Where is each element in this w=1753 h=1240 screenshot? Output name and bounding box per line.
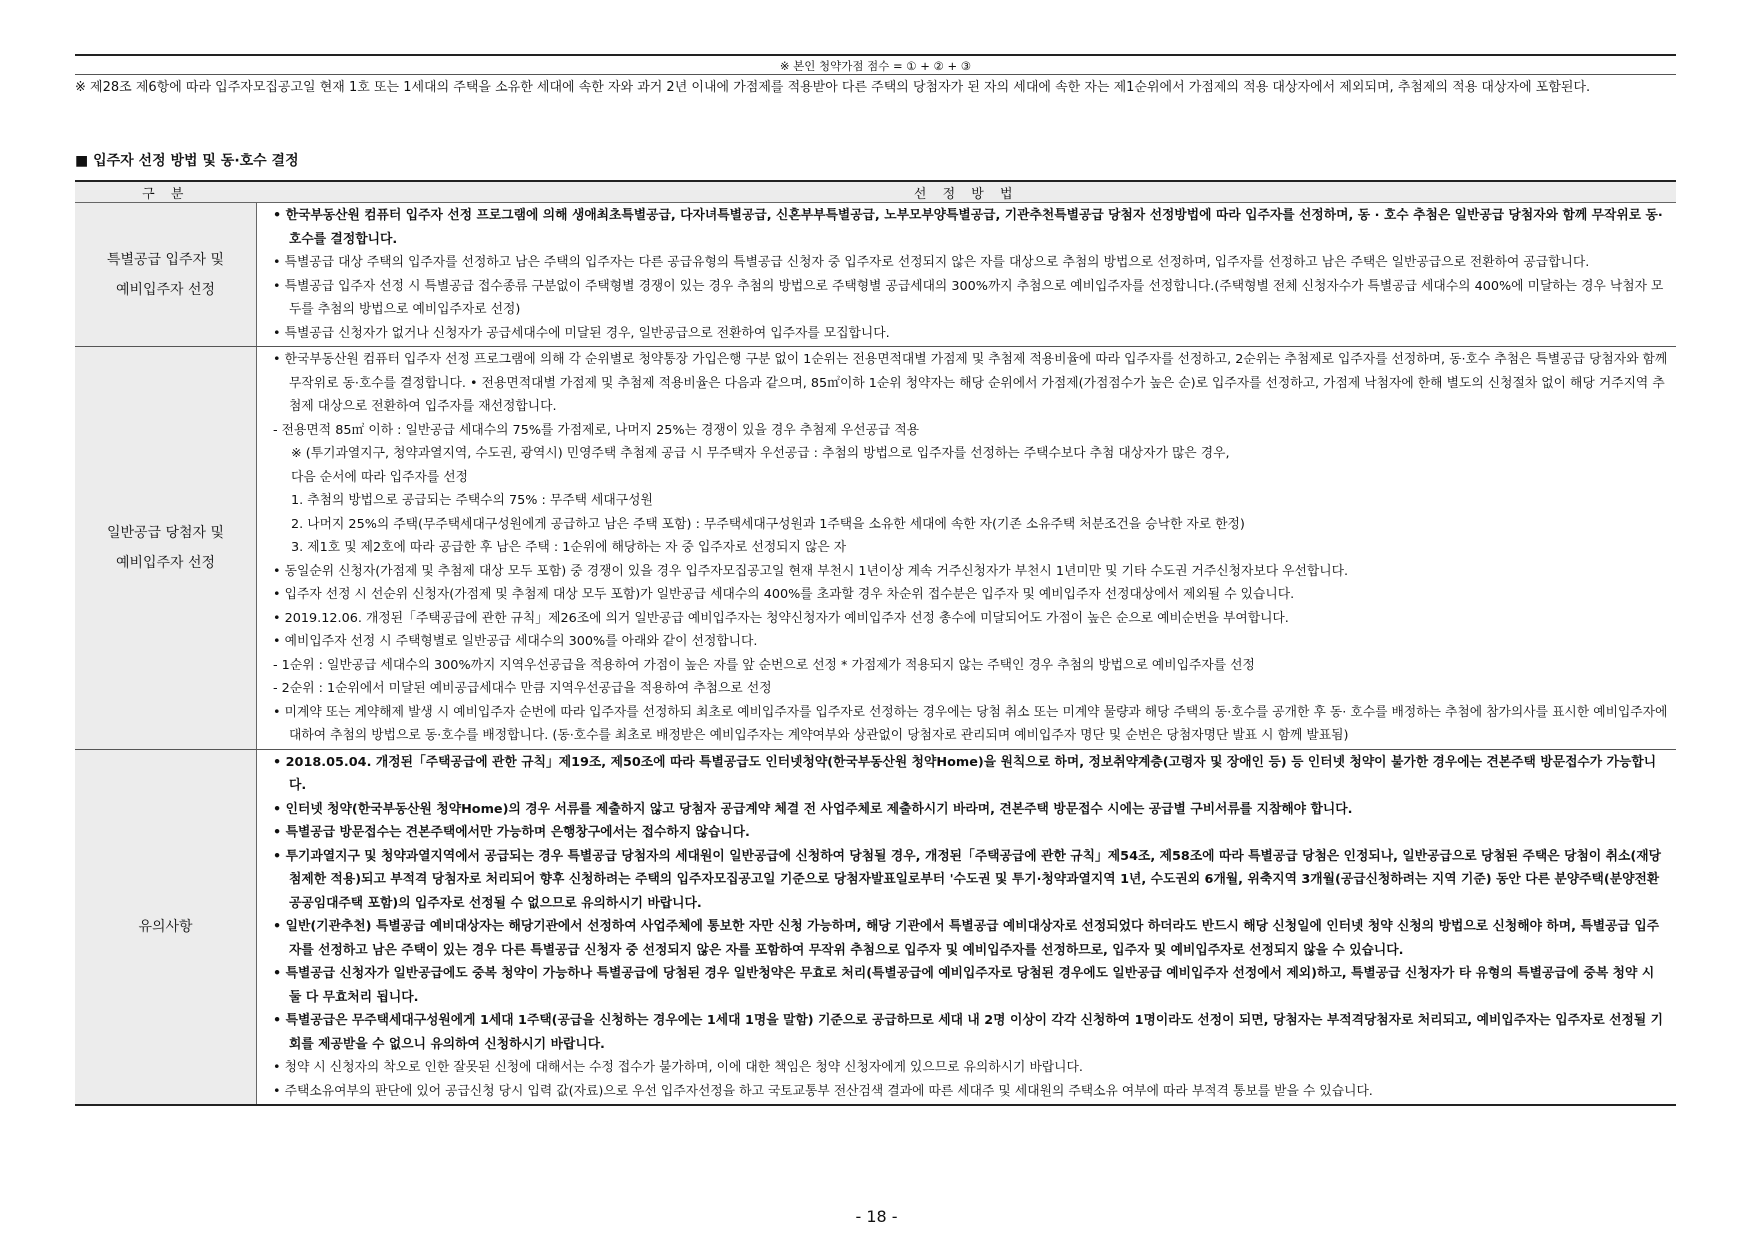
method-item: • 미계약 또는 계약해제 발생 시 예비입주자 순번에 따라 입주자를 선정하되 최초로 예비입주자를 입주자로 선정하는 경우에는 당첨 취소 또는 미계약 물량과 해당 주택의 동·호수를 공개한 후 동· 호수를 배정하는 추첨에 참가의사를 표시한 예비입주자에 대하여 추첨의 방법으로 동·호수를 배정합니다. (동·호수를 최초로 배정받은 예비입주자는 계약여부와 상관없이 당첨자로 관리되며 예비입주자 명단 및 순번은 당첨자명단 발표 시 함께 발표됨) <box>273 704 1668 743</box>
method-item: • 특별공급 신청자가 없거나 신청자가 공급세대수에 미달된 경우, 일반공급으로 전환하여 입주자를 모집합니다. <box>273 325 890 341</box>
page-number: - 18 - <box>855 1207 898 1226</box>
method-item: 다음 순서에 따라 입주자를 선정 <box>291 469 468 485</box>
article-28-note: ※ 제28조 제6항에 따라 입주자모집공고일 현재 1호 또는 1세대의 주택을 소유한 세대에 속한 자와 과거 2년 이내에 가점제를 적용받아 다른 주택의 당첨자가 된 자의 세대에 속한 자는 제1순위에서 가점제의 적용 대상자에서 제외되며, 추첨제의 적용 대상자에 포함된다. <box>75 80 1591 95</box>
table-header-row <box>75 181 1676 203</box>
method-item: • 특별공급 입주자 선정 시 특별공급 접수종류 구분없이 주택형별 경쟁이 있는 경우 추첨의 방법으로 주택형별 공급세대의 300%까지 추첨으로 예비입주자를 선정합니다.(주택형별 전체 신청자수가 특별공급 세대수의 400%에 미달하는 경우 낙첨자 모두를 추첨의 방법으로 예비입주자로 선정) <box>273 278 1664 317</box>
category-label: 유의사항 <box>138 918 193 935</box>
formula-rule <box>75 74 1676 75</box>
method-cell <box>257 347 1677 750</box>
category-label: 예비입주자 선정 <box>115 554 216 571</box>
method-item: - 전용면적 85㎡ 이하 : 일반공급 세대수의 75%를 가점제로, 나머지 25%는 경쟁이 있을 경우 추첨제 우선공급 적용 <box>273 422 920 438</box>
category-label: 일반공급 당첨자 및 <box>106 524 225 541</box>
method-item: • 특별공급은 무주택세대구성원에게 1세대 1주택(공급을 신청하는 경우에는 1세대 1명을 말함) 기준으로 공급하므로 세대 내 2명 이상이 각각 신청하여 1명이라도 선정이 되면, 당첨자는 부적격당첨자로 처리되고, 예비입주자는 입주자로 선정될 기회를 제공받을 수 없으니 유의하여 신청하시기 바랍니다. <box>273 1013 1664 1052</box>
table-row <box>75 347 1676 750</box>
method-cell <box>257 203 1677 347</box>
category-cell <box>75 347 257 750</box>
method-item: • 일반(기관추천) 특별공급 예비대상자는 해당기관에서 선정하여 사업주체에 통보한 자만 신청 가능하며, 해당 기관에서 특별공급 예비대상자로 선정되었다 하더라도 반드시 해당 신청일에 인터넷 청약 신청의 방법으로 신청해야 하며, 특별공급 입주자를 선정하고 남은 주택이 있는 경우 다른 특별공급 신청자 중 선정되지 않은 자를 포함하여 무작위 추첨으로 입주자 및 예비입주자를 선정하므로, 입주자 및 예비입주자로 선정되지 않을 수 있습니다. <box>273 919 1660 958</box>
method-item: - 1순위 : 일반공급 세대수의 300%까지 지역우선공급을 적용하여 가점이 높은 자를 앞 순번으로 선정 * 가점제가 적용되지 않는 주택인 경우 추첨의 방법으로 예비입주자를 선정 <box>273 657 1255 673</box>
column-header-category: 구 분 <box>75 181 257 203</box>
top-rule <box>75 54 1676 56</box>
method-item: ※ (투기과열지구, 청약과열지역, 수도권, 광역시) 민영주택 추첨제 공급 시 무주택자 우선공급 : 추첨의 방법으로 입주자를 선정하는 주택수보다 추첨 대상자가 많은 경우, <box>291 446 1230 461</box>
method-item: • 청약 시 신청자의 착오로 인한 잘못된 신청에 대해서는 수정 접수가 불가하며, 이에 대한 책임은 청약 신청자에게 있으므로 유의하시기 바랍니다. <box>273 1060 1083 1075</box>
method-item: • 한국부동산원 컴퓨터 입주자 선정 프로그램에 의해 생애최초특별공급, 다자녀특별공급, 신혼부부특별공급, 노부모부양특별공급, 기관추천특별공급 당첨자 선정방법에 따라 입주자를 선정하며, 동 · 호수 추첨은 일반공급 당첨자와 함께 무작위로 동·호수를 결정합니다. <box>273 208 1663 247</box>
method-item: • 인터넷 청약(한국부동산원 청약Home)의 경우 서류를 제출하지 않고 당첨자 공급계약 체결 전 사업주체로 제출하시기 바라며, 견본주택 방문접수 시에는 공급별 구비서류를 지참해야 합니다. <box>273 801 1353 817</box>
method-item: • 2019.12.06. 개정된「주택공급에 관한 규칙」제26조에 의거 일반공급 예비입주자는 청약신청자가 예비입주자 선정 총수에 미달되어도 가점이 높은 순으로 예비순번을 부여합니다. <box>273 610 1289 626</box>
method-item: • 특별공급 방문접수는 견본주택에서만 가능하며 은행창구에서는 접수하지 않습니다. <box>273 825 750 840</box>
category-label: 예비입주자 선정 <box>115 281 216 298</box>
method-item: • 특별공급 대상 주택의 입주자를 선정하고 남은 주택의 입주자는 다른 공급유형의 특별공급 신청자 중 입주자로 선정되지 않은 자를 대상으로 추첨의 방법으로 선정하며, 입주자를 선정하고 남은 주택은 일반공급으로 전환하여 공급합니다. <box>273 255 1590 270</box>
method-item: • 예비입주자 선정 시 주택형별로 일반공급 세대수의 300%를 아래와 같이 선정합니다. <box>273 634 758 649</box>
category-label: 특별공급 입주자 및 <box>106 251 225 268</box>
score-formula: ※ 본인 청약가점 점수 = ① + ② + ③ <box>779 59 972 73</box>
method-cell <box>257 749 1677 1105</box>
category-cell <box>75 203 257 347</box>
table-row <box>75 203 1676 347</box>
method-item: • 주택소유여부의 판단에 있어 공급신청 당시 입력 값(자료)으로 우선 입주자선정을 하고 국토교통부 전산검색 결과에 따른 세대주 및 세대원의 주택소유 여부에 따라 부적격 통보를 받을 수 있습니다. <box>273 1083 1373 1099</box>
method-item: 3. 제1호 및 제2호에 따라 공급한 후 남은 주택 : 1순위에 해당하는 자 중 입주자로 선정되지 않은 자 <box>291 540 847 555</box>
column-header-method: 선 정 방 법 <box>257 181 1677 203</box>
method-item: 2. 나머지 25%의 주택(무주택세대구성원에게 공급하고 남은 주택 포함) : 무주택세대구성원과 1주택을 소유한 세대에 속한 자(기존 소유주택 처분조건을 승낙한 자로 한정) <box>291 516 1245 532</box>
method-item: • 투기과열지구 및 청약과열지역에서 공급되는 경우 특별공급 당첨자의 세대원이 일반공급에 신청하여 당첨될 경우, 개정된「주택공급에 관한 규칙」제54조, 제58조에 따라 특별공급 당첨은 인정되나, 일반공급으로 당첨된 주택은 당첨이 취소(재당첨제한 적용)되고 부적격 당첨자로 처리되어 향후 신청하려는 주택의 입주자모집공고일 기준으로 당첨자발표일로부터 '수도권 및 투기·청약과열지역 1년, 수도권외 6개월, 위축지역 3개월(공급신청하려는 지역 기준) 동안 다른 분양주택(분양전환공공임대주택 포함)의 입주자로 선정될 수 없으므로 유의하시기 바랍니다. <box>273 848 1661 911</box>
method-item: • 2018.05.04. 개정된「주택공급에 관한 규칙」제19조, 제50조에 따라 특별공급도 인터넷청약(한국부동산원 청약Home)을 원칙으로 하며, 정보취약계층(고령자 및 장애인 등) 등 인터넷 청약이 불가한 경우에는 견본주택 방문접수가 가능합니다. <box>273 754 1657 793</box>
section-title: ■ 입주자 선정 방법 및 동·호수 결정 <box>75 153 299 169</box>
method-item: • 한국부동산원 컴퓨터 입주자 선정 프로그램에 의해 각 순위별로 청약통장 가입은행 구분 없이 1순위는 전용면적대별 가점제 및 추첨제 적용비율에 따라 입주자를 선정하고, 2순위는 추첨제로 입주자를 선정하며, 동·호수 추첨은 특별공급 당첨자와 함께 무작위로 동·호수를 결정합니다. • 전용면적대별 가점제 및 추첨제 적용비율은 다음과 같으며, 85㎡이하 1순위 청약자는 해당 순위에서 가점제(가점점수가 높은 순)로 입주자를 선정하고, 가점제 낙첨자에 한해 별도의 신청절차 없이 해당 거주지역 추첨제 대상으로 전환하여 입주자를 재선정합니다. <box>273 352 1668 414</box>
selection-method-table <box>75 180 1676 1106</box>
category-cell <box>75 749 257 1105</box>
method-item: - 2순위 : 1순위에서 미달된 예비공급세대수 만큼 지역우선공급을 적용하여 추첨으로 선정 <box>273 681 772 696</box>
method-item: • 입주자 선정 시 선순위 신청자(가점제 및 추첨제 대상 모두 포함)가 일반공급 세대수의 400%를 초과할 경우 차순위 접수분은 입주자 및 예비입주자 선정대상에서 제외될 수 있습니다. <box>273 587 1295 602</box>
method-item: 1. 추첨의 방법으로 공급되는 주택수의 75% : 무주택 세대구성원 <box>291 493 653 508</box>
method-item: • 동일순위 신청자(가점제 및 추첨제 대상 모두 포함) 중 경쟁이 있을 경우 입주자모집공고일 현재 부천시 1년이상 계속 거주신청자가 부천시 1년미만 및 기타 수도권 거주신청자보다 우선합니다. <box>273 563 1349 579</box>
table-row <box>75 749 1676 1105</box>
table-body <box>75 203 1676 1106</box>
method-item: • 특별공급 신청자가 일반공급에도 중복 청약이 가능하나 특별공급에 당첨된 경우 일반청약은 무효로 처리(특별공급에 예비입주자로 당첨된 경우에도 일반공급 예비입주자 선정에서 제외)하고, 특별공급 신청자가 타 유형의 특별공급에 중복 청약 시 둘 다 무효처리 됩니다. <box>273 966 1655 1005</box>
